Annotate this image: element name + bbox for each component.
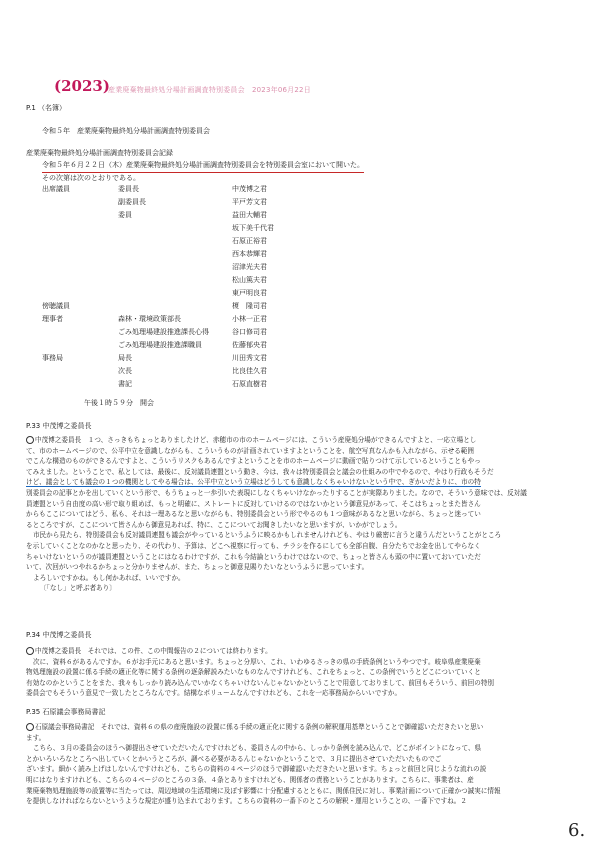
- p34-line: 物処理施設の設置に係る手続の適正化等に関する条例の逐条解説みたいなものなんですけれども、これをちょっと、この条例でいうとどこについていくと: [26, 668, 481, 677]
- p35-line: 明にはなりますけれども、こちらの４ページのところの３条、４条とありますけれども、関係者の責務ということがあります。こちらに、事業者は、産: [26, 775, 474, 784]
- p33-line: いて、次回がいつやれるかちょっと分かりませんが、また、ちょっと御意見賜りたいなというふうに思っています。: [26, 563, 369, 572]
- session-title: 令和５年 産業廃棄物最終処分場計画調査特別委員会: [42, 127, 210, 135]
- p35-line: とかいろいろなところへ出していくとかいうところが、調べる必要があるんじゃないかということで、３月に提出させていただいたものでご: [26, 754, 442, 763]
- speaker-mark-icon: [26, 723, 34, 731]
- roster-name: 東戸明良君: [232, 289, 267, 297]
- record-title: 産業廃棄物最終処分場計画調査特別委員会記録: [26, 149, 173, 157]
- attendance-intro: その次第は次のとおりである。: [42, 174, 140, 182]
- p33-line: 別委員会の記事とかを出していくという形で、もうちょっと一歩引いた表現にしなくちゃいけなかったりすることが実際ありました。なので、そういう意味では、反対議: [26, 488, 527, 497]
- roster-role: 副委員長: [118, 198, 146, 206]
- p35-line: ざいます。細かく読み上げはしないんですけれども、こちらの資料の４ページのほうで御確認いただきたいと思います。ちょっと前回と同じような流れの説: [26, 765, 487, 774]
- roster-name: 佐藤郁央君: [232, 341, 267, 349]
- p34-marker: P.34 中茂博之委員長: [26, 631, 92, 639]
- p33-line: 中茂博之委員長 １つ、さっきもちょっとありましたけど、赤穂市の市のホームページには、こういう産廃処分場ができるんですよと、一応立場とし: [26, 435, 574, 446]
- p33-line: からもここについてはどう、私も、それは一理あるなと思いながらも、特別委員会という形でやるのも１つ意味があるなと思いながら、ちょっと迷ってい: [26, 510, 481, 519]
- roster-group: 出席議員: [42, 185, 70, 193]
- p33-line: 〔「なし」と呼ぶ者あり〕: [40, 584, 116, 593]
- opening-time: 午後１時５９分 開会: [84, 399, 154, 407]
- roster-name: 比良佳久君: [232, 367, 267, 375]
- p33-line: て、市のホームページので、公平中立を意識しながらも、こういうものが計画されていますよということを、航空写真なんかも入れながら、示せる範囲: [26, 446, 474, 455]
- handwritten-page-number: 6.: [568, 820, 586, 841]
- p34-line: 次に、資料６があるんですか。６がお手元にあると思います。ちょっと分厚い、これ、いわゆるさっきの県の手続条例というやつです。岐阜県産業廃棄: [33, 657, 481, 666]
- p33-line: 員連盟という自由度の高い形で取り組めば、もっと明確に、ストレートに反対していけるのではないかという御意見があって、そこはちょっとまた皆さん: [26, 499, 481, 508]
- roster-role: 森林・環境政策部長: [118, 315, 181, 323]
- speaker-mark-icon: [26, 647, 34, 655]
- roster-name: 坂下美千代君: [232, 224, 274, 232]
- p33-line: てみえました。ということで、私としては、最後に、反対議員連盟という動き、今は、我々は特別委員会と議会の仕組みの中でやるので、やはり行政もそうだ: [26, 467, 494, 476]
- p35-line: ます。: [26, 733, 46, 742]
- speaker-mark-icon: [26, 436, 34, 444]
- roster-name: 榎 隆司君: [232, 302, 267, 310]
- p35-marker: P.35 石原議会事務局書記: [26, 708, 106, 716]
- roster-name: 益田大輔君: [232, 211, 267, 219]
- roster-name: 沼津光夫君: [232, 263, 267, 271]
- roster-name: 川田秀文君: [232, 354, 267, 362]
- faint-header: 産業廃棄物最終処分場計画調査特別委員会 2023年06月22日: [108, 86, 311, 94]
- p35-line: こちら、３月の委員会のほうへ御提出させていただいたんですけれども、委員さんの中から、しっかり条例を読み込んで、どこがポイントになって、県: [33, 744, 482, 753]
- roster-role: 書記: [118, 380, 132, 388]
- roster-group: 事務局: [42, 354, 63, 362]
- p33-line: るところですが、ここについて皆さんから御意見あれば、特に、ここについてお聞きしたいなと思いますが、いかがでしょう。: [26, 520, 402, 529]
- p33-marker: P.33 中茂博之委員長: [26, 422, 92, 430]
- p35-line: を提供しなければならないというような規定が盛り込まれております。こちらの資料の一番下のところの解釈・運用ということの、一番下ですね。２: [26, 797, 467, 806]
- roster-name: 石原正裕君: [232, 237, 267, 245]
- roster-name: 中茂博之君: [232, 185, 267, 193]
- p33-line: を示していくことなのかなと思ったり、その代わり、予算は、どこへ視察に行っても、チラシを作るにしても全部自腹、自分たちでお金を出してやらなく: [26, 541, 481, 550]
- roster-role: 局長: [118, 354, 132, 362]
- handwritten-year: (2023): [54, 77, 110, 95]
- page-marker-1: P.1 （名簿）: [26, 104, 67, 112]
- roster-role: ごみ処理場建設推進課長心得: [118, 328, 209, 336]
- roster-role: 次長: [118, 367, 132, 375]
- p35-body: [26, 722, 574, 807]
- roster-role: 委員: [118, 211, 132, 219]
- p34-body: [26, 646, 574, 699]
- roster-group: 理事者: [42, 315, 63, 323]
- p33-line: よろしいですかね。もし何かあれば、いいですか。: [33, 573, 185, 582]
- p33-line: でこんな構造のものができるんですよと、こういうリスクもあるんですよということを市のホームページに動画で貼りつけて示しているということもやっ: [26, 457, 481, 466]
- roster-name: 松山篤夫君: [232, 276, 267, 284]
- p33-body: [26, 435, 574, 594]
- roster-role: 委員長: [118, 185, 139, 193]
- p35-line: 業廃棄物処理施設等の設置等に当たっては、周辺地域の生活環境に及ぼす影響に十分配慮するとともに、関係住民に対し、事業計画について正確かつ誠実に情報: [26, 786, 501, 795]
- p33-line: 市民から見たら、特別委員会も反対議員連盟も議会がやっているというふうに映るかもしれませんけれども、やはり厳密に言うと違うんだということがところ: [33, 531, 502, 540]
- roster-name: 平戸芳文君: [232, 198, 267, 206]
- roster-name: 小林一正君: [232, 315, 267, 323]
- p33-line: けど、議会としても議会の１つの機関としてやる場合は、公平中立という立場はどうしても意識しなくちゃいけないという中で、ぎかいだよりに、市の特: [26, 478, 481, 487]
- p34-line: 中茂博之委員長 それでは、この件、この中間報告の２については終わります。: [26, 646, 574, 657]
- roster-name: 西本恭輝君: [232, 250, 267, 258]
- roster-role: ごみ処理場建設推進課職員: [118, 341, 202, 349]
- meeting-line: 令和５年６月２２日（木）産業廃棄物最終処分場計画調査特別委員会を特別委員会室において開いた。: [42, 161, 364, 173]
- p34-line: 有効なのかということをまた、我々もしっかり読み込んでいかなくちゃいけないんじゃないかということで用意しておりまして、前回もそういう、前回の特別: [26, 678, 495, 687]
- p34-line: 委員会でもそういう意見で一致したところなんです。結構なボリュームなんですけれども、これを一応事務局からいいですか。: [26, 689, 402, 698]
- roster-name: 石原直樹君: [232, 380, 267, 388]
- p35-line: 石原議会事務局書記 それでは、資料６の県の産廃施設の設置に係る手続の適正化に関する条例の解釈運用基準ということで御確認いただきたいと思い: [26, 722, 574, 733]
- p33-line: ちゃいけないというのが議員連盟ということにはなるわけですが、これも今結論というわけではないので、ちょっと皆さんも頭の中に置いておいていただ: [26, 552, 481, 561]
- roster-name: 谷口修司君: [232, 328, 267, 336]
- roster-group: 傍聴議員: [42, 302, 70, 310]
